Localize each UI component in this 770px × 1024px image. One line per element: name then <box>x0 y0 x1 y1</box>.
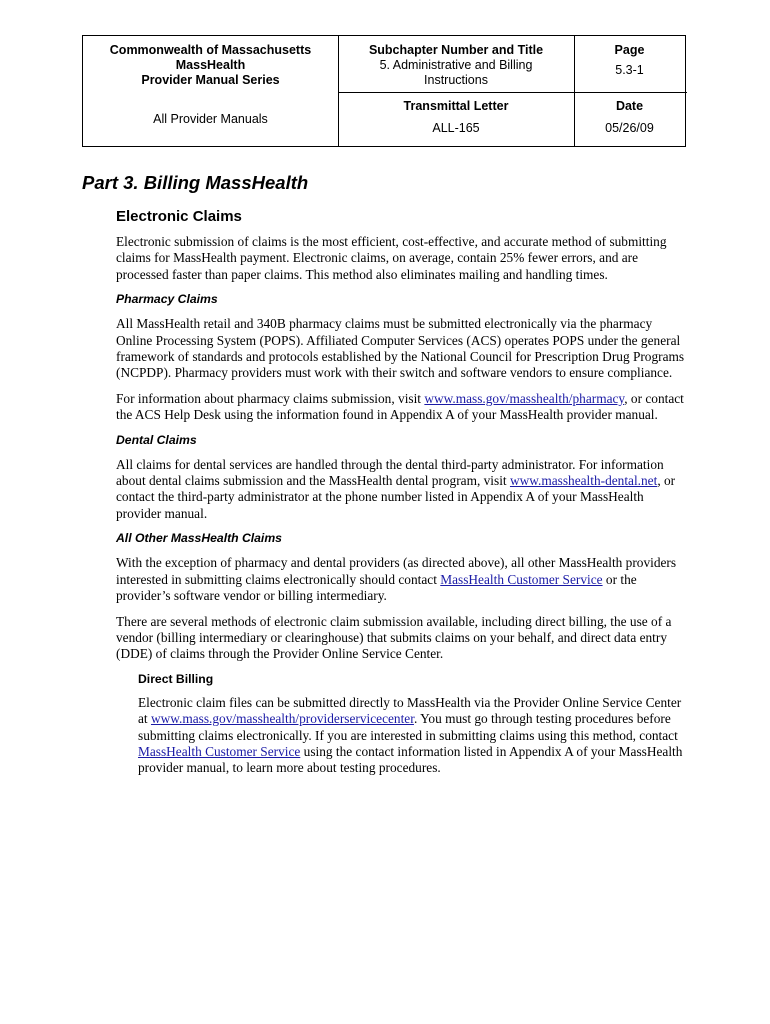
header-organization <box>83 43 338 88</box>
subsection-heading-pharmacy: Pharmacy Claims <box>116 292 218 307</box>
date-label: Date <box>615 99 644 113</box>
text-segment: For information about pharmacy claims submission, visit <box>116 390 425 406</box>
text-segment: , or contact the third-party administrator at the phone number listed in Appendix A of your MassHealth provider manual. <box>116 473 676 521</box>
date-value: 05/26/09 <box>605 121 654 135</box>
provider-service-center-link[interactable]: www.mass.gov/masshealth/providerservicecenter <box>150 711 414 727</box>
transmittal-value: ALL-165 <box>432 121 480 135</box>
transmittal-cell <box>338 99 574 136</box>
date-cell <box>574 99 685 136</box>
subchapter-cell <box>338 43 574 88</box>
pharmacy-link[interactable]: www.mass.gov/masshealth/pharmacy <box>424 390 625 406</box>
org-series: Provider Manual Series <box>141 73 280 87</box>
header-divider <box>338 92 687 93</box>
manual-scope: All Provider Manuals <box>153 112 268 126</box>
page-label: Page <box>614 43 645 57</box>
customer-service-link[interactable]: MassHealth Customer Service <box>138 743 301 759</box>
pharmacy-paragraph: All MassHealth retail and 340B pharmacy claims must be submitted electronically via the pharmacy Online Processing System (POPS). Affiliated Computer Services (ACS) operates POPS under the general framework of standards and protocols established by the National Council for Prescription Drug Programs (NCPDP). Pharmacy providers must work with their switch and software vendors to ensure compliance. <box>116 316 685 381</box>
page-cell <box>574 43 685 78</box>
text-segment: or the provider’s software vendor or billing intermediary. <box>116 571 637 604</box>
org-name: Commonwealth of Massachusetts <box>109 43 312 57</box>
text-segment: , or contact the ACS Help Desk using the information found in Appendix A of your MassHealth provider manual. <box>116 390 684 423</box>
subsection-heading-dental: Dental Claims <box>116 432 197 447</box>
text-segment: Electronic claim files can be submitted directly to MassHealth via the Provider Online Service Center at <box>138 694 682 727</box>
text-segment: . You must go through testing procedures before submitting claims electronically. If you are interested in submitting claims using this method, contact <box>138 711 678 743</box>
dental-link[interactable]: www.masshealth-dental.net <box>509 473 658 489</box>
dental-paragraph <box>116 457 691 523</box>
other-claims-paragraph <box>116 555 691 604</box>
electronic-claims-intro: Electronic submission of claims is the most efficient, cost-effective, and accurate method of submitting claims for MassHealth payment. Electronic claims, on average, contain 25% fewer errors, and are processed faster than paper claims. This method also eliminates mailing and handling times. <box>116 234 667 282</box>
text-segment: All claims for dental services are handled through the dental third-party administrator. For information about dental claims submission and the MassHealth dental program, visit <box>116 456 664 489</box>
section-heading-electronic-claims: Electronic Claims <box>116 208 242 225</box>
org-program: MassHealth <box>175 58 246 72</box>
submission-methods-paragraph: There are several methods of electronic claim submission available, including direct billing, the use of a vendor (billing intermediary or clearinghouse) that submits claims on your behalf, and direct data entry (DDE) of claims through the Provider Online Service Center. <box>116 613 672 662</box>
page-number: 5.3-1 <box>615 63 644 77</box>
subchapter-title-line1: 5. Administrative and Billing <box>379 58 533 72</box>
subsection-heading-other-claims: All Other MassHealth Claims <box>116 531 282 546</box>
subchapter-label: Subchapter Number and Title <box>368 43 544 57</box>
part-title: Part 3. Billing MassHealth <box>82 172 309 193</box>
customer-service-link[interactable]: MassHealth Customer Service <box>440 571 603 587</box>
direct-billing-paragraph <box>138 695 691 777</box>
text-segment: using the contact information listed in Appendix A of your MassHealth provider manual, to learn more about testing procedures. <box>138 743 683 776</box>
document-header-table <box>82 35 686 147</box>
transmittal-label: Transmittal Letter <box>403 99 509 113</box>
direct-billing-section <box>138 672 691 777</box>
pharmacy-info-paragraph <box>116 391 691 424</box>
text-segment: With the exception of pharmacy and dental providers (as directed above), all other MassHealth providers interested in submitting claims electronically should contact <box>116 555 677 587</box>
subsection-heading-direct-billing: Direct Billing <box>138 671 214 686</box>
document-body <box>116 208 691 786</box>
subchapter-title-line2: Instructions <box>424 73 488 87</box>
